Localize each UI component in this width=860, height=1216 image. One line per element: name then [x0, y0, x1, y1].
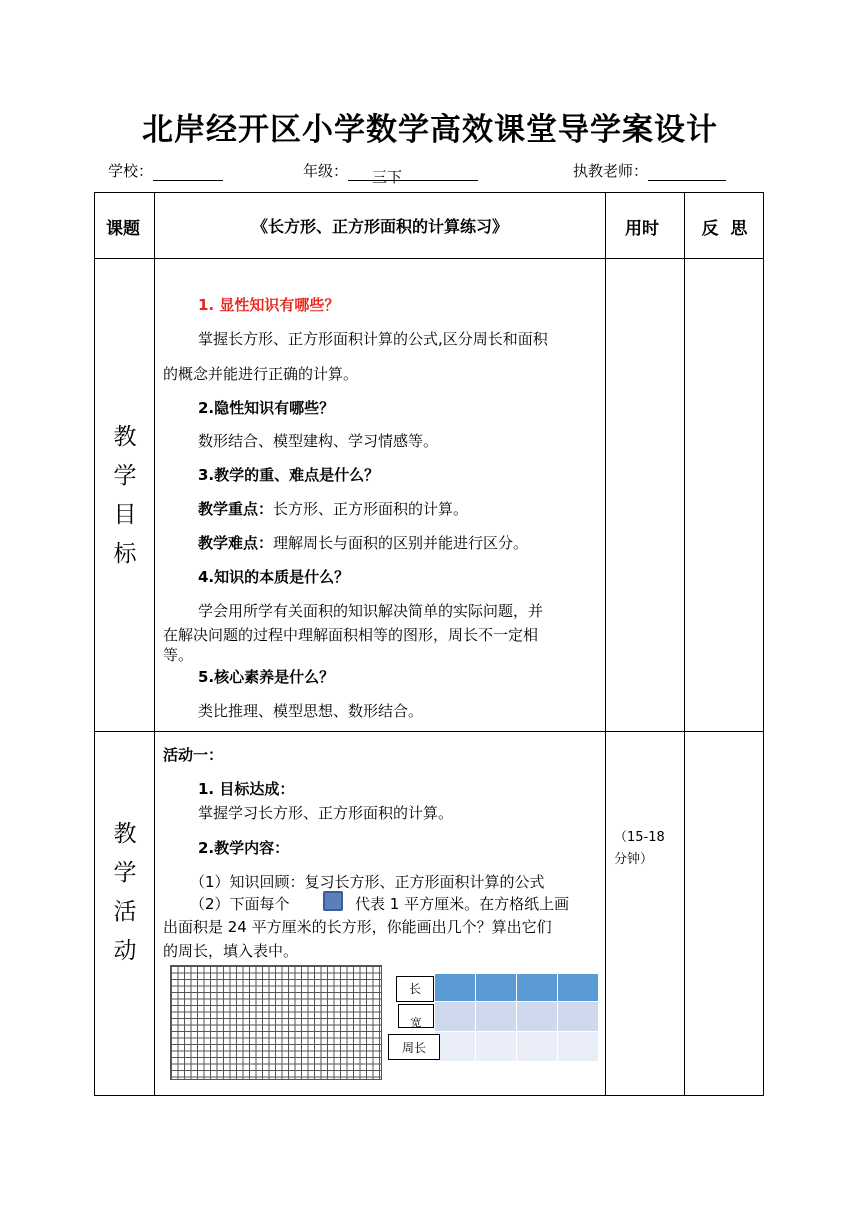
- goals-answer-1-line1: 掌握长方形、正方形面积计算的公式,区分周长和面积: [198, 330, 548, 348]
- school-blank: [153, 165, 223, 181]
- activity-label-char: 学: [113, 860, 137, 886]
- topic-title: 《长方形、正方形面积的计算练习》: [251, 217, 508, 236]
- table-cell: [435, 1002, 476, 1032]
- table-col-divider: [605, 192, 606, 1096]
- table-cell: [517, 974, 558, 1002]
- activity-time-line1: （15-18: [614, 830, 665, 845]
- grade-value: 三下: [348, 166, 478, 181]
- activity-goal-question: 1. 目标达成：: [198, 780, 295, 798]
- goals-label-char: 标: [113, 541, 137, 567]
- school-label: 学校：: [108, 162, 154, 180]
- table-cell: [517, 1032, 558, 1062]
- goals-question-2: 2.隐性知识有哪些？: [198, 399, 335, 417]
- goals-key-point: [198, 498, 468, 519]
- key-point-text: 长方形、正方形面积的计算。: [273, 500, 469, 518]
- key-point-label: 教学重点：: [198, 500, 274, 518]
- activity-time-line2: 分钟）: [614, 852, 654, 867]
- topic-label: 课题: [106, 219, 140, 239]
- grade-field: [303, 160, 478, 186]
- teacher-blank: [648, 165, 726, 181]
- row-label-length: 长: [396, 976, 434, 1002]
- activity-label-char: 活: [113, 899, 137, 925]
- table-cell: [558, 974, 599, 1002]
- goals-question-3: 3.教学的重、难点是什么？: [198, 466, 380, 484]
- activity-item-2-part-a: （2）下面每个: [190, 895, 290, 913]
- goals-label-char: 学: [113, 463, 137, 489]
- square-grid-paper: [170, 965, 382, 1080]
- table-cell: [435, 974, 476, 1002]
- goals-answer-5: 类比推理、模型思想、数形结合。: [198, 702, 424, 720]
- activity-heading: 活动一：: [163, 746, 224, 764]
- row-label-width-text: 宽: [410, 1016, 422, 1028]
- goals-difficulty: [198, 532, 528, 553]
- table-cell: [476, 974, 517, 1002]
- teacher-label: 执教老师：: [573, 162, 649, 180]
- table-border-bottom: [94, 1095, 764, 1096]
- goals-answer-4-line2: 在解决问题的过程中理解面积相等的图形，周长不一定相: [163, 626, 539, 644]
- row-label-width: [398, 1004, 434, 1028]
- table-cell: [517, 1002, 558, 1032]
- activity-item-2-part-b: 代表 1 平方厘米。在方格纸上画: [355, 895, 570, 913]
- table-border-right: [763, 192, 764, 1096]
- goals-answer-1-line2: 的概念并能进行正确的计算。: [163, 365, 359, 383]
- table-cell: [476, 1032, 517, 1062]
- activity-content-question: 2.教学内容：: [198, 839, 290, 857]
- unit-square-icon: [323, 891, 343, 911]
- goals-question-1: 1. 显性知识有哪些？: [198, 296, 340, 314]
- goals-label-char: 教: [113, 424, 137, 450]
- table-cell: [558, 1032, 599, 1062]
- table-cell: [558, 1002, 599, 1032]
- time-label: 用时: [625, 219, 659, 239]
- reflect-label: 反 思: [701, 219, 748, 239]
- goals-answer-2: 数形结合、模型建构、学习情感等。: [198, 432, 439, 450]
- activity-label-char: 动: [113, 938, 137, 964]
- activity-goal-answer: 掌握学习长方形、正方形面积的计算。: [198, 804, 454, 822]
- activity-item-2-line3: 的周长，填入表中。: [163, 942, 299, 960]
- activity-item-1: （1）知识回顾：复习长方形、正方形面积计算的公式: [190, 873, 545, 891]
- school-field: [108, 160, 223, 181]
- difficulty-label: 教学难点：: [198, 534, 274, 552]
- goals-label: [95, 418, 155, 574]
- activity-label: [95, 815, 155, 971]
- activity-item-2-line2: 出面积是 24 平方厘米的长方形，你能画出几个？算出它们: [163, 918, 552, 936]
- table-row-divider: [94, 258, 764, 259]
- table-row-divider: [94, 731, 764, 732]
- row-label-perimeter: 周长: [388, 1034, 440, 1060]
- table-border-top: [94, 192, 764, 193]
- grade-label: 年级：: [303, 162, 349, 180]
- difficulty-text: 理解周长与面积的区别并能进行区分。: [273, 534, 529, 552]
- activity-label-char: 教: [113, 821, 137, 847]
- goals-label-char: 目: [113, 502, 137, 528]
- goals-question-4: 4.知识的本质是什么？: [198, 568, 350, 586]
- teacher-field: [573, 160, 726, 181]
- table-cell: [476, 1002, 517, 1032]
- goals-answer-4-line3: 等。: [163, 646, 194, 664]
- table-col-divider: [684, 192, 685, 1096]
- table-cell: [435, 1032, 476, 1062]
- page-title: 北岸经开区小学数学高效课堂导学案设计: [142, 112, 718, 148]
- goals-question-5: 5.核心素养是什么？: [198, 668, 335, 686]
- goals-answer-4-line1: 学会用所学有关面积的知识解决简单的实际问题，并: [198, 602, 544, 620]
